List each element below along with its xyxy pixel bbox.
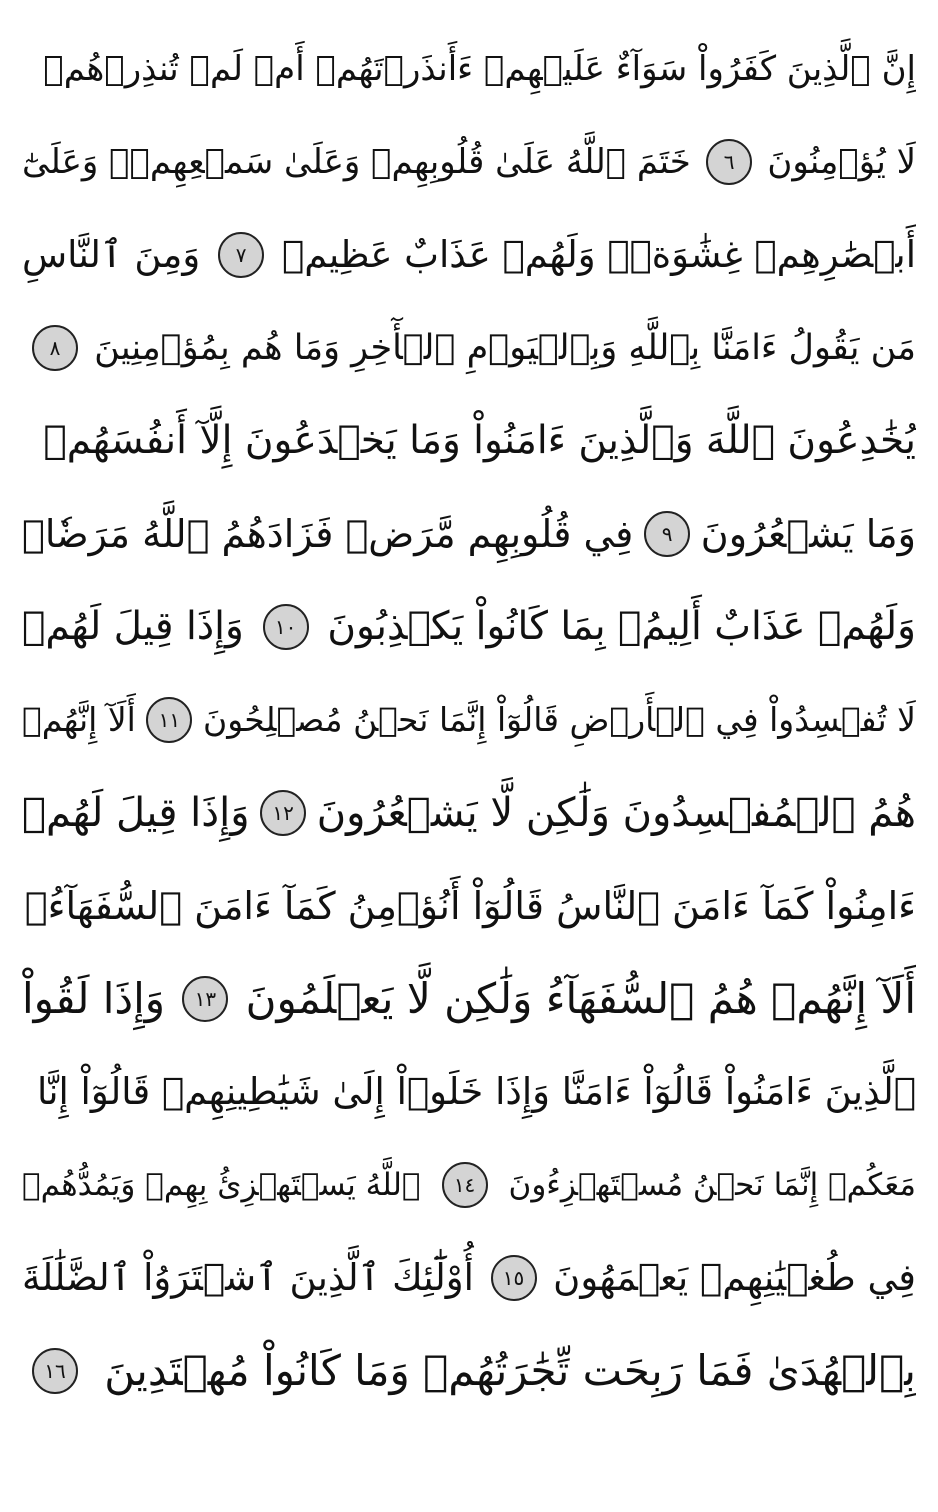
text-line-6 [22,487,916,580]
verse-text: أَلَآ إِنَّهُمۡ [22,700,136,739]
text-line-5 [22,394,916,487]
verse-text: مَعَكُمۡ إِنَّمَا نَحۡنُ مُسۡتَهۡزِءُونَ [508,1166,916,1203]
verse-text: أَلَآ إِنَّهُمۡ هُمُ ٱلسُّفَهَآءُ وَلَٰكِن لَّا يَعۡلَمُونَ [245,974,916,1023]
verse-text: أُوْلَٰٓئِكَ ٱلَّذِينَ ٱشۡتَرَوُاْ ٱلضَّلَٰلَةَ [22,1256,474,1299]
verse-text: وَإِذَا لَقُواْ [22,974,166,1023]
ayah-number-marker: ١١ [146,697,192,743]
verse-text: وَلَهُمۡ عَذَابٌ أَلِيمُۢ بِمَا كَانُواْ يَكۡذِبُونَ [327,604,916,649]
text-line-2 [22,115,916,208]
verse-text: وَإِذَا قِيلَ لَهُمۡ [22,789,250,836]
verse-text: ٱلَّذِينَ ءَامَنُواْ قَالُوٓاْ ءَامَنَّا وَإِذَا خَلَوۡاْ إِلَىٰ شَيَٰطِينِهِمۡ قَالُوٓاْ إِنَّا [36,1070,916,1113]
text-line-1 [22,22,916,115]
text-line-13 [22,1138,916,1231]
text-line-15 [22,1324,916,1417]
verse-text: ٱللَّهُ يَسۡتَهۡزِئُ بِهِمۡ وَيَمُدُّهُمۡ [22,1166,421,1203]
text-line-3 [22,208,916,301]
ayah-number-marker: ١٤ [442,1162,488,1208]
text-line-14 [22,1231,916,1324]
text-line-7 [22,580,916,673]
ayah-number-marker: ١٥ [491,1255,537,1301]
verse-text: لَا يُؤۡمِنُونَ [767,141,916,182]
ayah-number-marker: ١٦ [32,1348,78,1394]
verse-text: فِي طُغۡيَٰنِهِمۡ يَعۡمَهُونَ [553,1256,916,1299]
verse-text: أَبۡصَٰرِهِمۡ غِشَٰوَةٞۖ وَلَهُمۡ عَذَابٌ عَظِيمٞ [282,233,916,276]
verse-text: فِي قُلُوبِهِم مَّرَضٞ فَزَادَهُمُ ٱللَّهُ مَرَضٗاۖ [22,511,634,556]
verse-text: لَا تُفۡسِدُواْ فِي ٱلۡأَرۡضِ قَالُوٓاْ إِنَّمَا نَحۡنُ مُصۡلِحُونَ [202,700,916,739]
ayah-number-marker: ١٠ [263,604,309,650]
text-line-8 [22,673,916,766]
ayah-number-marker: ٦ [706,139,752,185]
ayah-number-marker: ٧ [218,232,264,278]
text-line-11 [22,952,916,1045]
ayah-number-marker: ١٣ [182,976,228,1022]
verse-text: مَن يَقُولُ ءَامَنَّا بِٱللَّهِ وَبِٱلۡيَوۡمِ ٱلۡأٓخِرِ وَمَا هُم بِمُؤۡمِنِينَ [94,327,916,368]
text-line-12 [22,1045,916,1138]
verse-text: إِنَّ ٱلَّذِينَ كَفَرُواْ سَوَآءٌ عَلَيۡهِمۡ ءَأَنذَرۡتَهُمۡ أَمۡ لَمۡ تُنذِرۡهُمۡ [43,48,916,89]
verse-text: ءَامِنُواْ كَمَآ ءَامَنَ ٱلنَّاسُ قَالُوٓاْ أَنُؤۡمِنُ كَمَآ ءَامَنَ ٱلسُّفَهَآءُۗ [24,883,916,928]
ayah-number-marker: ٨ [32,325,78,371]
ayah-number-marker: ١٢ [260,790,306,836]
text-line-9 [22,766,916,859]
text-line-10 [22,859,916,952]
verse-text: خَتَمَ ٱللَّهُ عَلَىٰ قُلُوبِهِمۡ وَعَلَىٰ سَمۡعِهِمۡۖ وَعَلَىٰٓ [22,141,691,182]
verse-text: هُمُ ٱلۡمُفۡسِدُونَ وَلَٰكِن لَّا يَشۡعُرُونَ [316,789,916,836]
verse-text: يُخَٰدِعُونَ ٱللَّهَ وَٱلَّذِينَ ءَامَنُواْ وَمَا يَخۡدَعُونَ إِلَّآ أَنفُسَهُمۡ [43,418,916,463]
ayah-number-marker: ٩ [644,511,690,557]
verse-text: بِٱلۡهُدَىٰ فَمَا رَبِحَت تِّجَٰرَتُهُمۡ وَمَا كَانُواْ مُهۡتَدِينَ [104,1346,916,1395]
verse-text: وَمِنَ ٱلنَّاسِ [22,233,201,276]
verse-text: وَإِذَا قِيلَ لَهُمۡ [22,604,244,649]
text-line-4 [22,301,916,394]
verse-text: وَمَا يَشۡعُرُونَ [700,511,916,556]
